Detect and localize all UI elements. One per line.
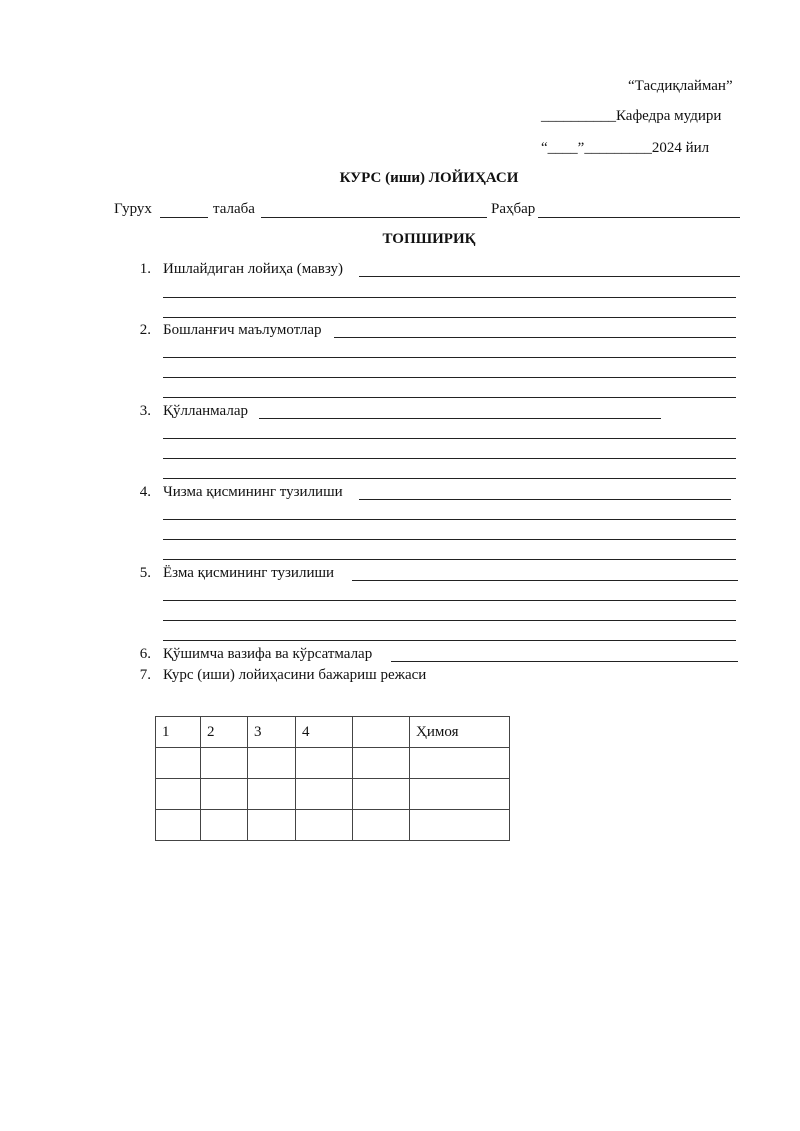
item-3-line[interactable]	[163, 458, 736, 459]
table-header-cell: 1	[156, 717, 201, 748]
table-cell[interactable]	[201, 748, 248, 779]
document-title: КУРС (иши) ЛОЙИҲАСИ	[339, 170, 519, 186]
task-heading: ТОПШИРИҚ	[382, 231, 476, 247]
item-label: Чизма қисмининг тузилиши	[163, 484, 343, 500]
table-header-cell: 4	[296, 717, 353, 748]
table-row	[156, 748, 510, 779]
item-number: 7.	[139, 667, 151, 683]
item-2-line[interactable]	[163, 377, 736, 378]
item-2-line[interactable]	[163, 397, 736, 398]
head-signature-blank: __________	[541, 108, 616, 124]
table-header-cell: Ҳимоя	[410, 717, 510, 748]
table-cell[interactable]	[296, 779, 353, 810]
head-signature-row	[541, 108, 721, 125]
item-3-line[interactable]	[163, 478, 736, 479]
item-1-field[interactable]	[359, 276, 740, 277]
date-day-blank: ____	[547, 140, 578, 156]
item-label: Ишлайдиган лойиҳа (мавзу)	[163, 261, 343, 277]
table-row	[156, 810, 510, 841]
table-header-cell: 3	[248, 717, 296, 748]
student-field[interactable]	[261, 217, 487, 218]
table-row	[156, 779, 510, 810]
table-cell[interactable]	[353, 779, 410, 810]
item-5-line[interactable]	[163, 640, 736, 641]
approval-date-row	[541, 140, 709, 157]
item-label: Курс (иши) лойиҳасини бажариш режаси	[163, 667, 427, 683]
group-label: Гурух	[114, 201, 152, 217]
item-label: Қўлланмалар	[163, 403, 248, 419]
table-cell[interactable]	[353, 810, 410, 841]
item-1-line[interactable]	[163, 297, 736, 298]
item-5-field[interactable]	[352, 580, 738, 581]
table-cell[interactable]	[410, 748, 510, 779]
item-number: 5.	[139, 565, 151, 581]
table-cell[interactable]	[410, 779, 510, 810]
table-cell[interactable]	[410, 810, 510, 841]
head-title: Кафедра мудири	[616, 108, 722, 124]
item-5-line[interactable]	[163, 620, 736, 621]
item-2-line[interactable]	[163, 357, 736, 358]
group-field[interactable]	[160, 217, 208, 218]
item-number: 1.	[139, 261, 151, 277]
date-quote-close: ”	[577, 140, 585, 156]
table-cell[interactable]	[201, 810, 248, 841]
item-number: 3.	[139, 403, 151, 419]
item-1-line[interactable]	[163, 317, 736, 318]
item-label: Ёзма қисмининг тузилиши	[163, 565, 335, 581]
student-label: талаба	[213, 201, 255, 217]
table-cell[interactable]	[156, 779, 201, 810]
item-4-line[interactable]	[163, 559, 736, 560]
table-header-row	[156, 717, 510, 748]
item-number: 4.	[139, 484, 151, 500]
table-cell[interactable]	[156, 748, 201, 779]
table-cell[interactable]	[296, 810, 353, 841]
table-header-cell: 2	[201, 717, 248, 748]
supervisor-field[interactable]	[538, 217, 740, 218]
item-3-line[interactable]	[163, 438, 736, 439]
table-header-cell	[353, 717, 410, 748]
plan-table	[155, 716, 510, 841]
item-4-field[interactable]	[359, 499, 731, 500]
table-cell[interactable]	[248, 748, 296, 779]
item-6-field[interactable]	[391, 661, 738, 662]
table-cell[interactable]	[248, 779, 296, 810]
item-3-field[interactable]	[259, 418, 661, 419]
date-month-blank: _________	[584, 140, 652, 156]
item-label: Бошланғич маълумотлар	[163, 322, 322, 338]
item-label: Қўшимча вазифа ва кўрсатмалар	[163, 646, 373, 662]
item-2-field[interactable]	[334, 337, 736, 338]
item-5-line[interactable]	[163, 600, 736, 601]
table-cell[interactable]	[201, 779, 248, 810]
item-number: 2.	[139, 322, 151, 338]
table-cell[interactable]	[296, 748, 353, 779]
item-4-line[interactable]	[163, 539, 736, 540]
item-number: 6.	[139, 646, 151, 662]
table-cell[interactable]	[248, 810, 296, 841]
item-4-line[interactable]	[163, 519, 736, 520]
date-quote-open: “	[541, 140, 548, 156]
date-year: 2024 йил	[651, 140, 710, 156]
supervisor-label: Раҳбар	[491, 201, 536, 217]
table-cell[interactable]	[353, 748, 410, 779]
approval-text: “Тасдиқлайман”	[628, 78, 733, 94]
table-cell[interactable]	[156, 810, 201, 841]
